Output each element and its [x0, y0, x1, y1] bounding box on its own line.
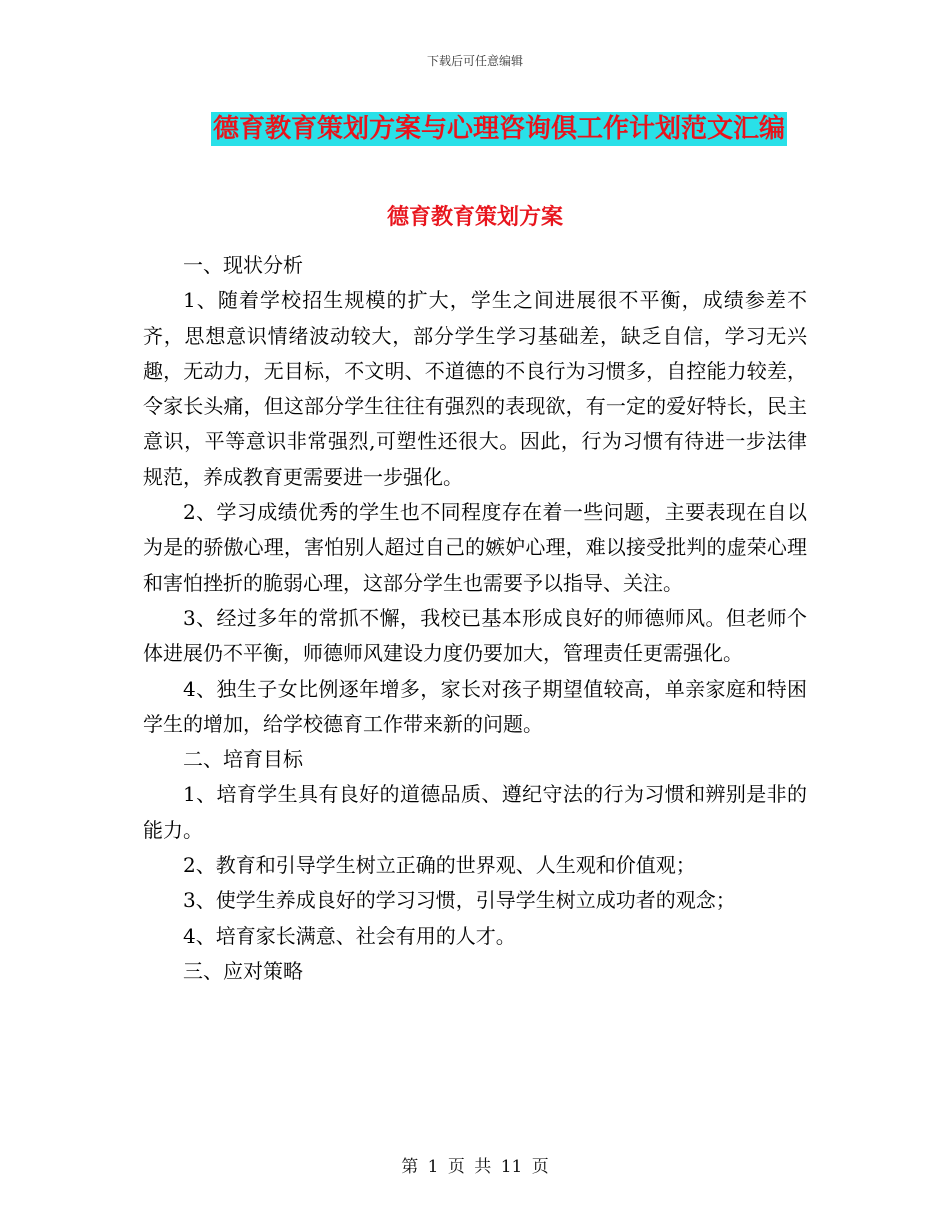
- paragraph: 1、培育学生具有良好的道德品质、遵纪守法的行为习惯和辨别是非的能力。: [143, 782, 807, 842]
- paragraph: 4、独生子女比例逐年增多，家长对孩子期望值较高，单亲家庭和特困学生的增加，给学校德育工作带来新的问题。: [143, 676, 807, 736]
- paragraph: 1、随着学校招生规模的扩大，学生之间进展很不平衡，成绩参差不齐，思想意识情绪波动较大，部分学生学习基础差，缺乏自信，学习无兴趣，无动力，无目标，不文明、不道德的不良行为习惯多，自控能力较差，令家长头痛，但这部分学生往往有强烈的表现欲，有一定的爱好特长，民主意识，平等意识非常强烈,可塑性还很大。因此，行为习惯有待进一步法律规范，养成教育更需要进一步强化。: [143, 288, 807, 489]
- paragraph: 2、学习成绩优秀的学生也不同程度存在着一些问题，主要表现在自以为是的骄傲心理，害怕别人超过自己的嫉妒心理，难以接受批判的虚荣心理和害怕挫折的脆弱心理，这部分学生也需要予以指导、关注。: [143, 500, 807, 595]
- heading-training-goals: 二、培育目标: [183, 747, 303, 772]
- heading-situation-analysis: 一、现状分析: [183, 253, 303, 277]
- page-number: 第 1 页 共 11 页: [401, 1157, 549, 1177]
- document-title: 德育教育策划方案与心理咨询俱工作计划范文汇编: [212, 114, 785, 144]
- paragraph: 4、培育家长满意、社会有用的人才。: [183, 923, 516, 948]
- paragraph: 3、使学生养成良好的学习习惯，引导学生树立成功者的观念；: [183, 888, 736, 913]
- section-title: 德育教育策划方案: [386, 204, 563, 230]
- paragraph: 2、教育和引导学生树立正确的世界观、人生观和价值观；: [183, 853, 696, 878]
- header-note: 下载后可任意编辑: [426, 54, 523, 68]
- document-title-container: [0, 112, 950, 146]
- document-body: [143, 248, 807, 989]
- paragraph: 3、经过多年的常抓不懈，我校已基本形成良好的师德师风。但老师个体进展仍不平衡，师德师风建设力度仍要加大，管理责任更需强化。: [143, 605, 807, 666]
- heading-strategies: 三、应对策略: [183, 958, 303, 983]
